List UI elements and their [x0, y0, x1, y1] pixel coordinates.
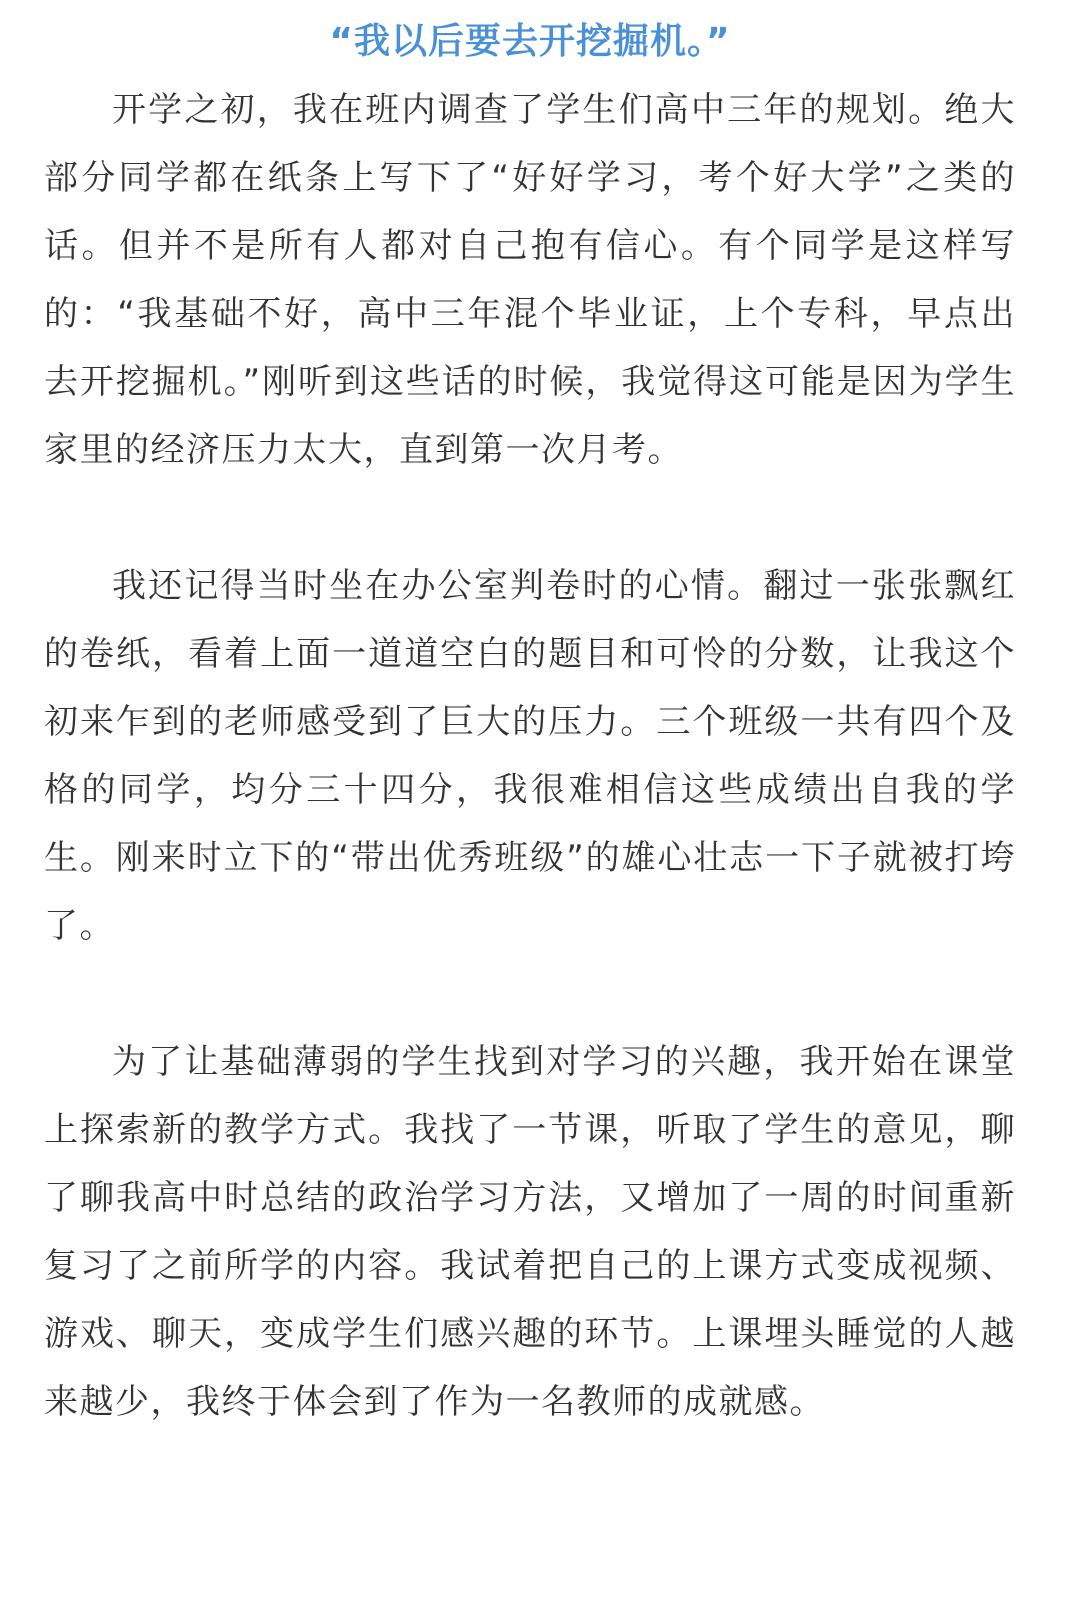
paragraph-1: 开学之初，我在班内调查了学生们高中三年的规划。绝大部分同学都在纸条上写下了“好好学习，考个好大学”之类的话。但并不是所有人都对自己抱有信心。有个同学是这样写的：“我基础不好，高中三年混个毕业证，上个专科，早点出去开挖掘机。”刚听到这些话的时候，我觉得这可能是因为学生家里的经济压力太大，直到第一次月考。 [44, 90, 1016, 470]
article [44, 12, 1016, 1436]
paragraph-3: 为了让基础薄弱的学生找到对学习的兴趣，我开始在课堂上探索新的教学方式。我找了一节课，听取了学生的意见，聊了聊我高中时总结的政治学习方法，又增加了一周的时间重新复习了之前所学的内容。我试着把自己的上课方式变成视频、游戏、聊天，变成学生们感兴趣的环节。上课埋头睡觉的人越来越少，我终于体会到了作为一名教师的成就感。 [44, 1042, 1016, 1422]
paragraph-2: 我还记得当时坐在办公室判卷时的心情。翻过一张张飘红的卷纸，看着上面一道道空白的题目和可怜的分数，让我这个初来乍到的老师感受到了巨大的压力。三个班级一共有四个及格的同学，均分三十四分，我很难相信这些成绩出自我的学生。刚来时立下的“带出优秀班级”的雄心壮志一下子就被打垮了。 [44, 566, 1016, 946]
section-heading: “我以后要去开挖掘机。” [329, 21, 731, 62]
